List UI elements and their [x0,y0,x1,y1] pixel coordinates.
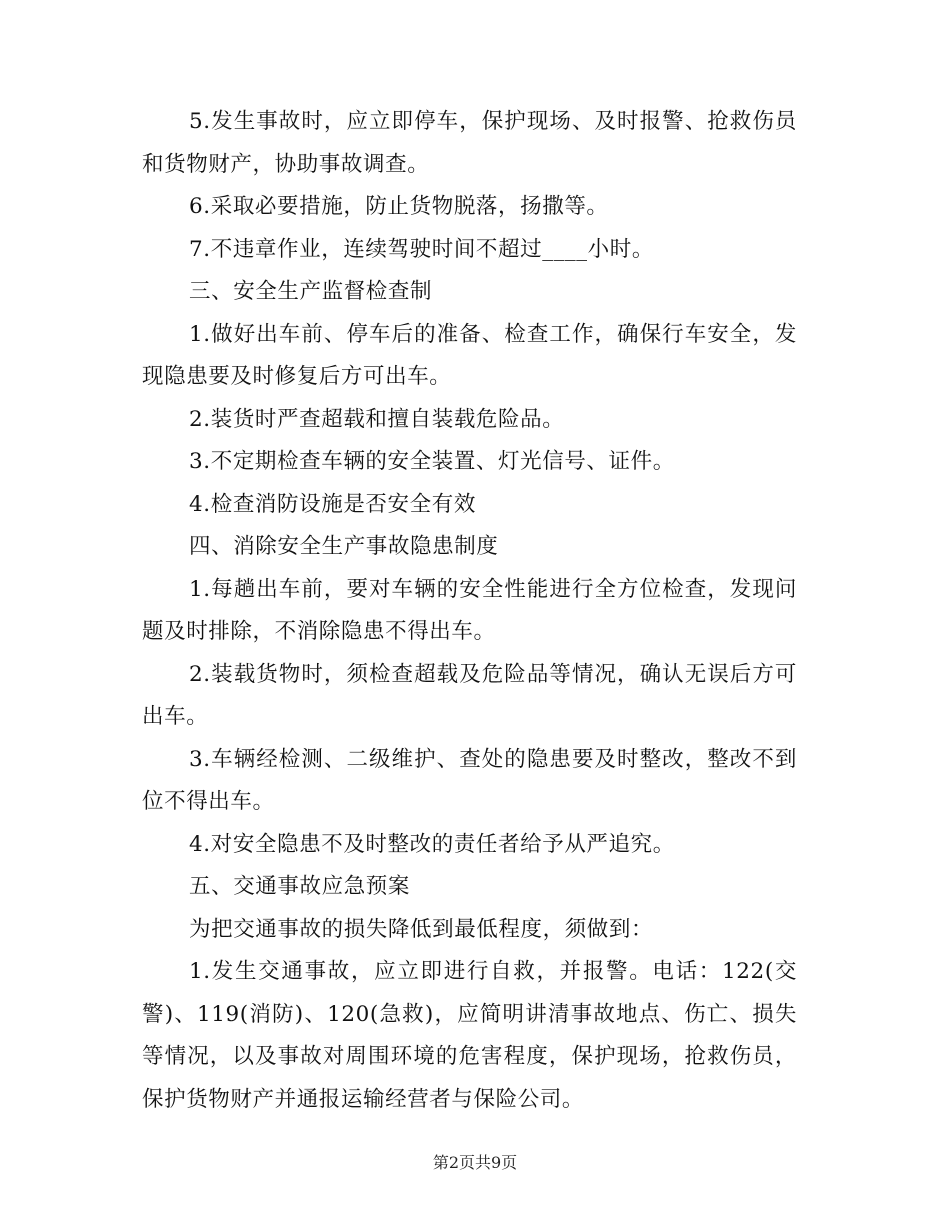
paragraph: 1.每趟出车前，要对车辆的安全性能进行全方位检查，发现问题及时排除，不消除隐患不得出车。 [142,576,797,644]
section-heading: 三、安全生产监督检查制 [189,279,433,304]
paragraph: 1.发生交通事故，应立即进行自救，并报警。电话：122(交警)、119(消防)、120(急救)，应简明讲清事故地点、伤亡、损失等情况，以及事故对周围环境的危害程度，保护现场，抢救伤员，保护货物财产并通报运输经营者与保险公司。 [142,959,797,1112]
paragraph: 3.不定期检查车辆的安全装置、灯光信号、证件。 [189,449,675,474]
document-body [142,101,797,1121]
paragraph: 5.发生事故时，应立即停车，保护现场、及时报警、抢救伤员和货物财产，协助事故调查。 [142,109,797,177]
paragraph: 6.采取必要措施，防止货物脱落，扬撒等。 [189,194,609,219]
paragraph: 4.对安全隐患不及时整改的责任者给予从严追究。 [189,831,675,857]
paragraph: 1.做好出车前、停车后的准备、检查工作，确保行车安全，发现隐患要及时修复后方可出车。 [142,321,797,389]
paragraph: 2.装载货物时，须检查超载及危险品等情况，确认无误后方可出车。 [142,661,797,729]
page-number: 第2页共9页 [432,1153,518,1172]
paragraph: 2.装货时严查超载和擅自装载危险品。 [189,406,565,432]
paragraph: 为把交通事故的损失降低到最低程度，须做到： [189,916,654,942]
paragraph: 4.检查消防设施是否安全有效 [189,491,476,517]
paragraph: 3.车辆经检测、二级维护、查处的隐患要及时整改，整改不到位不得出车。 [142,746,797,814]
section-heading: 四、消除安全生产事故隐患制度 [189,534,499,559]
paragraph: 7.不违章作业，连续驾驶时间不超过____小时。 [189,236,654,262]
section-heading: 五、交通事故应急预案 [189,874,411,899]
